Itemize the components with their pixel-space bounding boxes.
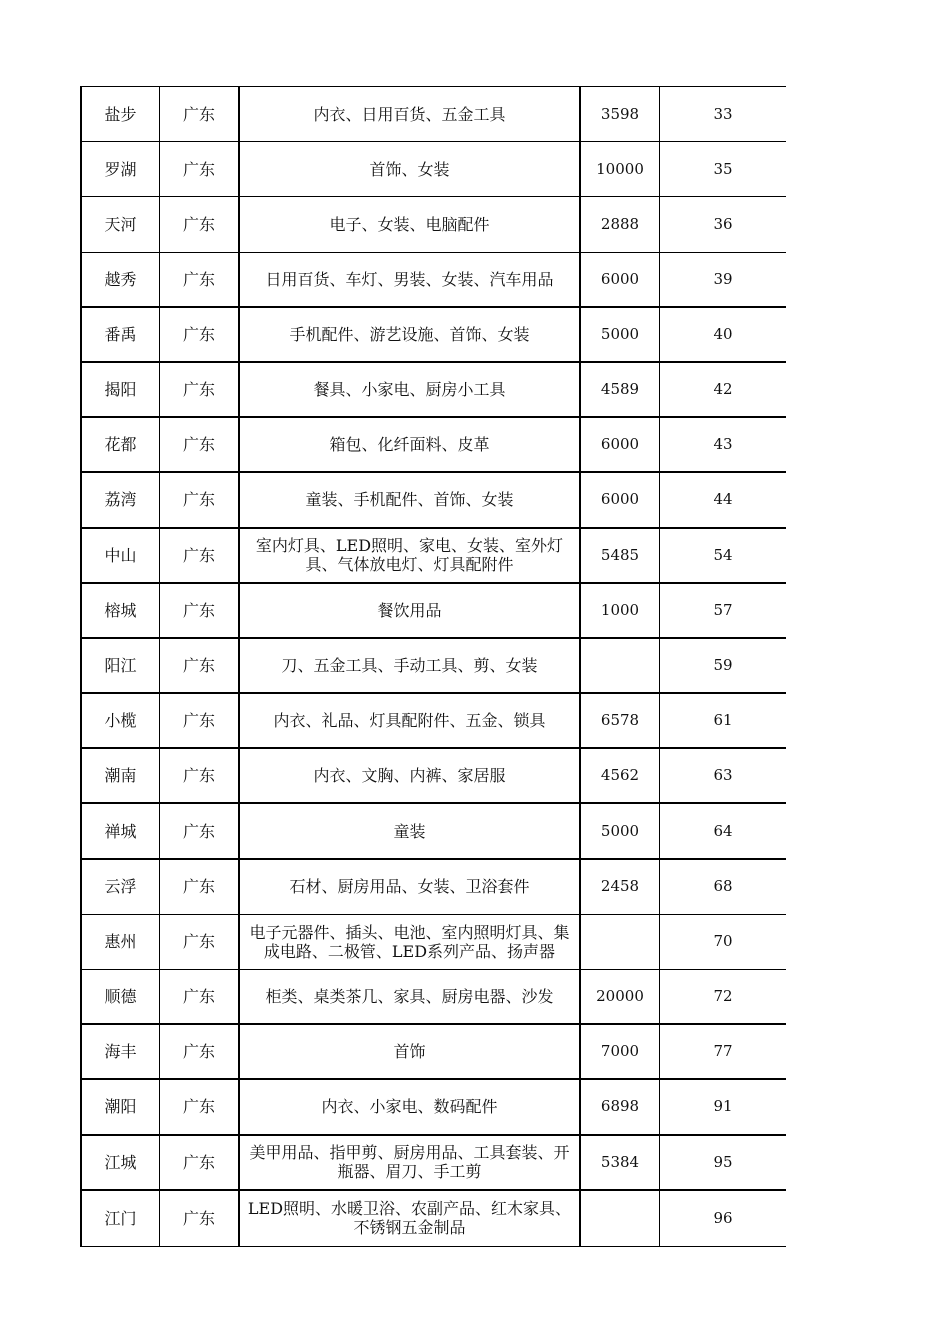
rank-cell: 95	[713, 1152, 733, 1171]
products-cell: 日用百货、车灯、男装、女装、汽车用品	[240, 253, 581, 306]
rank-cell: 91	[713, 1097, 733, 1116]
table-row	[80, 970, 786, 1025]
products-cell: 电子元器件、插头、电池、室内照明灯具、集成电路、二极管、LED系列产品、扬声器	[240, 915, 581, 969]
table-row	[80, 363, 786, 418]
number-cell: 4562	[581, 749, 660, 802]
city-cell: 番禹	[80, 308, 160, 361]
products-cell: 刀、五金工具、手动工具、剪、女装	[240, 639, 581, 692]
province-cell: 广东	[160, 529, 240, 582]
rank-cell: 72	[713, 987, 733, 1006]
rank-cell: 61	[713, 711, 733, 730]
province-cell: 广东	[160, 197, 240, 251]
rank-cell: 63	[713, 766, 733, 785]
number-cell: 6000	[581, 473, 660, 526]
number-cell: 5000	[581, 308, 660, 361]
number-cell: 3598	[581, 87, 660, 141]
products-cell: 美甲用品、指甲剪、厨房用品、工具套装、开瓶器、眉刀、手工剪	[240, 1136, 581, 1189]
number-cell: 6000	[581, 418, 660, 471]
province-cell: 广东	[160, 473, 240, 526]
spreadsheet-table	[80, 86, 786, 1247]
number-cell: 7000	[581, 1025, 660, 1078]
province-cell: 广东	[160, 915, 240, 969]
province-cell: 广东	[160, 804, 240, 857]
products-cell: 电子、女装、电脑配件	[240, 197, 581, 251]
rank-cell: 96	[713, 1208, 733, 1227]
province-cell: 广东	[160, 749, 240, 802]
province-cell: 广东	[160, 1136, 240, 1189]
table-row	[80, 1191, 786, 1246]
table-row	[80, 584, 786, 639]
province-cell: 广东	[160, 970, 240, 1023]
province-cell: 广东	[160, 639, 240, 692]
rank-cell: 40	[713, 324, 733, 343]
table-row	[80, 418, 786, 473]
products-cell: 餐饮用品	[240, 584, 581, 637]
city-cell: 盐步	[80, 87, 160, 141]
table-row	[80, 749, 786, 804]
products-cell: 内衣、小家电、数码配件	[240, 1080, 581, 1133]
products-cell: 内衣、日用百货、五金工具	[240, 87, 581, 141]
rank-cell: 35	[713, 159, 733, 178]
products-cell: 室内灯具、LED照明、家电、女装、室外灯具、气体放电灯、灯具配附件	[240, 529, 581, 582]
number-cell: 10000	[581, 142, 660, 196]
products-cell: 箱包、化纤面料、皮革	[240, 418, 581, 471]
number-cell: 6000	[581, 253, 660, 306]
table-row	[80, 694, 786, 749]
city-cell: 天河	[80, 197, 160, 251]
province-cell: 广东	[160, 1025, 240, 1078]
city-cell: 云浮	[80, 860, 160, 914]
table-row	[80, 87, 786, 142]
rank-cell: 64	[713, 821, 733, 840]
province-cell: 广东	[160, 1191, 240, 1246]
rank-cell: 70	[713, 932, 733, 951]
number-cell: 4589	[581, 363, 660, 416]
province-cell: 广东	[160, 584, 240, 637]
products-cell: 童装、手机配件、首饰、女装	[240, 473, 581, 526]
rank-cell: 39	[713, 269, 733, 288]
city-cell: 顺德	[80, 970, 160, 1023]
products-cell: 首饰、女装	[240, 142, 581, 196]
number-cell: 5000	[581, 804, 660, 857]
number-cell: 5384	[581, 1136, 660, 1189]
table-row	[80, 804, 786, 859]
table-row	[80, 253, 786, 308]
rank-cell: 77	[713, 1042, 733, 1061]
rank-cell: 33	[713, 104, 733, 123]
rank-cell: 36	[713, 214, 733, 233]
number-cell: 20000	[581, 970, 660, 1023]
number-cell	[581, 639, 660, 692]
number-cell: 6898	[581, 1080, 660, 1133]
rank-cell: 44	[713, 490, 733, 509]
city-cell: 罗湖	[80, 142, 160, 196]
number-cell	[581, 915, 660, 969]
products-cell: 石材、厨房用品、女装、卫浴套件	[240, 860, 581, 914]
table-row	[80, 473, 786, 528]
city-cell: 中山	[80, 529, 160, 582]
province-cell: 广东	[160, 253, 240, 306]
province-cell: 广东	[160, 363, 240, 416]
province-cell: 广东	[160, 1080, 240, 1133]
rank-cell: 54	[713, 545, 733, 564]
table-row	[80, 308, 786, 363]
city-cell: 潮阳	[80, 1080, 160, 1133]
number-cell: 2888	[581, 197, 660, 251]
number-cell	[581, 1191, 660, 1246]
province-cell: 广东	[160, 87, 240, 141]
city-cell: 江城	[80, 1136, 160, 1189]
province-cell: 广东	[160, 418, 240, 471]
products-cell: 首饰	[240, 1025, 581, 1078]
table-row	[80, 1136, 786, 1191]
table-row	[80, 197, 786, 252]
table-row	[80, 915, 786, 970]
products-cell: 手机配件、游艺设施、首饰、女装	[240, 308, 581, 361]
rank-cell: 68	[713, 877, 733, 896]
products-cell: 柜类、桌类茶几、家具、厨房电器、沙发	[240, 970, 581, 1023]
table-row	[80, 1025, 786, 1080]
number-cell: 5485	[581, 529, 660, 582]
city-cell: 花都	[80, 418, 160, 471]
rank-cell: 59	[713, 655, 733, 674]
province-cell: 广东	[160, 694, 240, 747]
city-cell: 越秀	[80, 253, 160, 306]
city-cell: 榕城	[80, 584, 160, 637]
province-cell: 广东	[160, 860, 240, 914]
rank-cell: 42	[713, 380, 733, 399]
province-cell: 广东	[160, 308, 240, 361]
table-row	[80, 1080, 786, 1135]
table-row	[80, 142, 786, 197]
rank-cell: 57	[713, 600, 733, 619]
city-cell: 惠州	[80, 915, 160, 969]
table-row	[80, 639, 786, 694]
city-cell: 潮南	[80, 749, 160, 802]
number-cell: 2458	[581, 860, 660, 914]
table-row	[80, 860, 786, 915]
city-cell: 阳江	[80, 639, 160, 692]
city-cell: 小榄	[80, 694, 160, 747]
products-cell: 餐具、小家电、厨房小工具	[240, 363, 581, 416]
city-cell: 海丰	[80, 1025, 160, 1078]
products-cell: 内衣、文胸、内裤、家居服	[240, 749, 581, 802]
products-cell: 内衣、礼品、灯具配附件、五金、锁具	[240, 694, 581, 747]
city-cell: 江门	[80, 1191, 160, 1246]
city-cell: 禅城	[80, 804, 160, 857]
province-cell: 广东	[160, 142, 240, 196]
number-cell: 6578	[581, 694, 660, 747]
number-cell: 1000	[581, 584, 660, 637]
products-cell: 童装	[240, 804, 581, 857]
products-cell: LED照明、水暖卫浴、农副产品、红木家具、不锈钢五金制品	[240, 1191, 581, 1246]
city-cell: 荔湾	[80, 473, 160, 526]
table-row	[80, 529, 786, 584]
rank-cell: 43	[713, 435, 733, 454]
city-cell: 揭阳	[80, 363, 160, 416]
